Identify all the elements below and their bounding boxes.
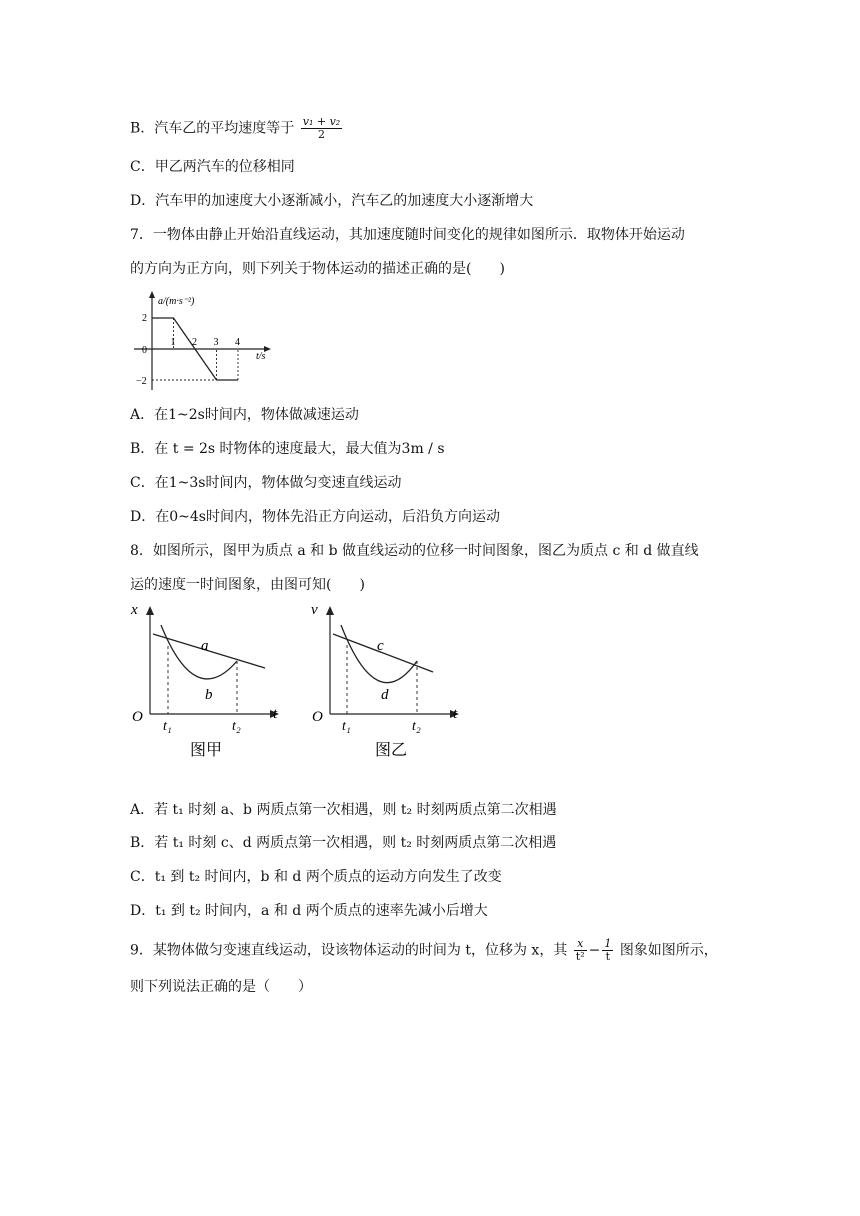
fraction-denominator: t² <box>575 950 585 963</box>
q8-option-a: A．若 t₁ 时刻 a、b 两质点第一次相遇，则 t₂ 时刻两质点第二次相遇 <box>130 802 557 818</box>
q9-stem-part1: 9．某物体做匀变速直线运动，设该物体运动的时间为 t，位移为 x，其 <box>130 942 568 959</box>
q8-option-c: C．t₁ 到 t₂ 时间内，b 和 d 两个质点的运动方向发生了改变 <box>130 869 502 885</box>
x-label-t: t <box>453 706 458 722</box>
q8-option-d: D．t₁ 到 t₂ 时间内，a 和 d 两个质点的速率先减小后增大 <box>130 903 488 919</box>
q6-option-d: D．汽车甲的加速度大小逐渐减小，汽车乙的加速度大小逐渐增大 <box>130 193 534 209</box>
y-axis-arrow <box>326 606 334 615</box>
fraction-denominator: 2 <box>317 128 325 141</box>
caption-jia: 图甲 <box>190 742 223 759</box>
q9-stem-part2: 图象如图所示， <box>619 942 718 959</box>
label-c: c <box>377 638 384 654</box>
fraction-numerator: v₁ + v₂ <box>302 115 341 128</box>
q9-fraction-1-over-t <box>602 938 613 963</box>
q7-stem-line2: 的方向为正方向，则下列关于物体运动的描述正确的是( ) <box>130 261 505 277</box>
t2-label: t₂ <box>412 719 421 734</box>
fraction-numerator: 1 <box>604 937 612 950</box>
origin-O: O <box>132 709 143 725</box>
y-tick-label-neg2: −2 <box>136 376 147 387</box>
q8-stem-line1: 8．如图所示，图甲为质点 a 和 b 做直线运动的位移一时间图象，图乙为质点 c 和 d 做直线 <box>130 543 699 559</box>
t2-label: t₂ <box>232 719 241 734</box>
q8-figure-yi <box>305 600 475 765</box>
x-tick-labels <box>171 337 241 348</box>
y-tick-label-2: 2 <box>142 313 147 324</box>
label-a: a <box>201 638 209 654</box>
x-axis-label: t/s <box>256 351 266 362</box>
y-axis-label: a/(m·s⁻²) <box>158 296 195 307</box>
x-tick-label-3: 3 <box>213 337 219 348</box>
y-label-x: x <box>131 602 138 618</box>
q8-option-b: B．若 t₁ 时刻 c、d 两质点第一次相遇，则 t₂ 时刻两质点第二次相遇 <box>130 835 557 851</box>
q8-stem-line2: 运的速度一时间图象，由图可知( ) <box>130 577 365 593</box>
q7-option-c: C．在1~3s时间内，物体做匀变速直线运动 <box>130 475 402 491</box>
q6-option-c: C．甲乙两汽车的位移相同 <box>130 159 295 175</box>
y-axis-arrow <box>146 606 154 615</box>
q9-fraction-x-over-t2 <box>574 938 587 963</box>
q9-stem-line2: 则下列说法正确的是（ ） <box>130 979 312 995</box>
q7-acceleration-time-graph <box>130 288 290 393</box>
minus-sign: − <box>588 942 601 959</box>
q7-option-a: A．在1~2s时间内，物体做减速运动 <box>130 407 359 423</box>
x-tick-label-2: 2 <box>192 337 197 348</box>
y-axis-arrow <box>149 291 155 298</box>
y-label-v: v <box>311 602 318 618</box>
label-d: d <box>381 687 389 703</box>
t1-label: t₁ <box>163 719 172 734</box>
t1-label: t₁ <box>342 719 351 734</box>
q7-option-b: B．在 t = 2s 时物体的速度最大，最大值为3m / s <box>130 441 445 457</box>
origin-label: 0 <box>142 345 147 356</box>
line-a <box>153 634 265 668</box>
q6-option-b-fraction <box>301 116 342 141</box>
x-tick-label-4: 4 <box>235 337 240 348</box>
fraction-denominator: t <box>605 950 611 963</box>
x-tick-label-1: 1 <box>170 337 176 348</box>
fraction-numerator: x <box>574 938 587 951</box>
q6-option-b-text: B．汽车乙的平均速度等于 <box>130 120 295 137</box>
q7-stem-line1: 7．一物体由静止开始沿直线运动，其加速度随时间变化的规律如图所示．取物体开始运动 <box>130 227 685 243</box>
label-b: b <box>205 687 213 703</box>
q7-option-d: D．在0~4s时间内，物体先沿正方向运动，后沿负方向运动 <box>130 509 500 525</box>
origin-O: O <box>312 709 323 725</box>
x-label-t: t <box>273 706 278 722</box>
q8-figure-jia <box>125 600 295 765</box>
q9-stem-line1 <box>130 938 718 963</box>
curve-b <box>161 625 237 679</box>
q6-option-b <box>130 116 344 141</box>
caption-yi: 图乙 <box>375 742 408 759</box>
